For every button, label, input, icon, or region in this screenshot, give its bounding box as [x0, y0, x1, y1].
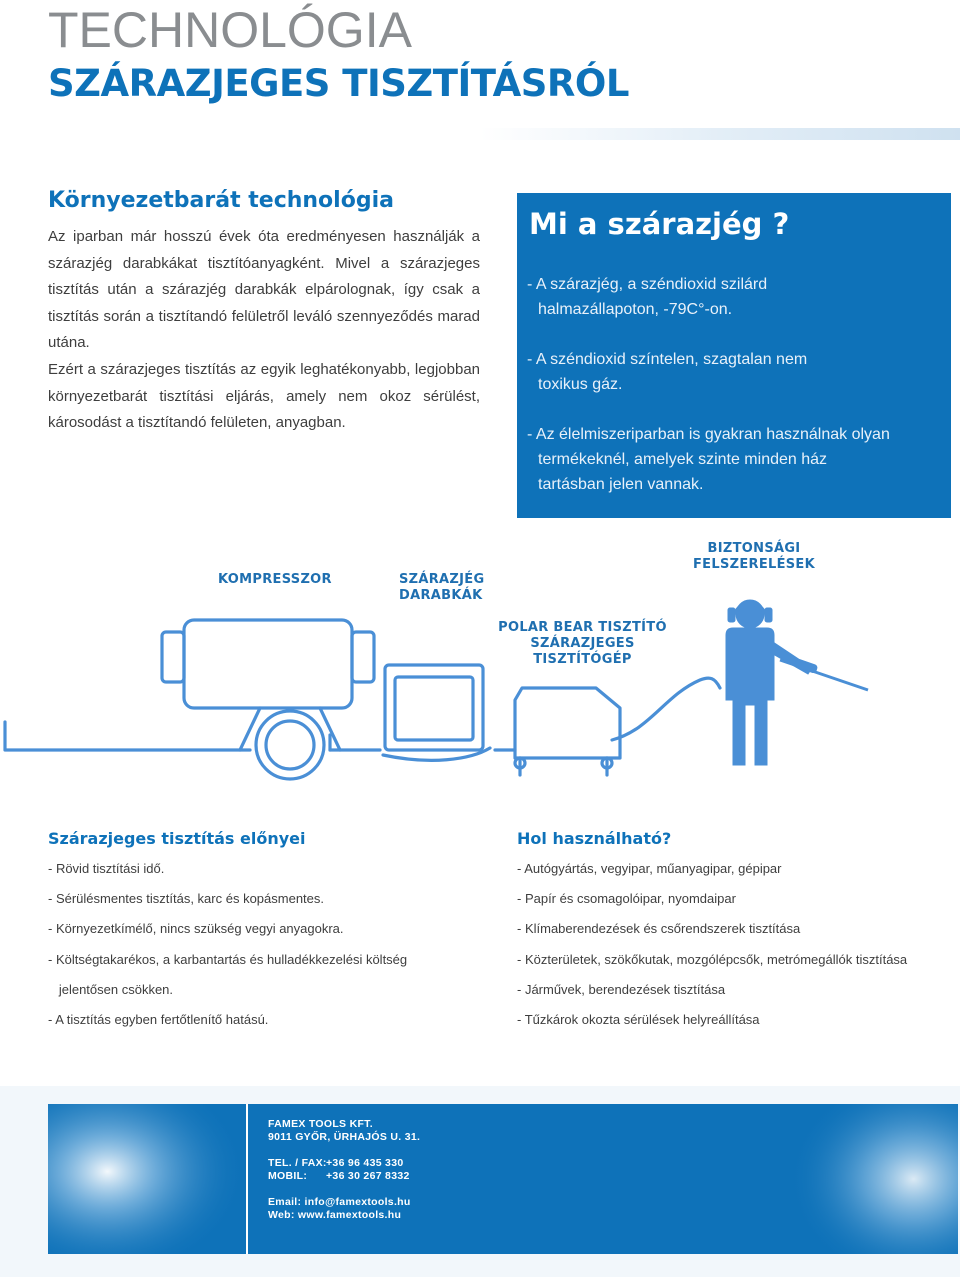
info-line: - A szárazjég, a széndioxid szilárd — [527, 276, 768, 293]
label-safety — [690, 541, 818, 573]
footer-divider — [246, 1104, 248, 1254]
intro-paragraph-1: Az iparban már hosszú évek óta eredményesen használják a szárazjég darabkákat tisztítóanyagként. Mivel a szárazjeges tisztítás után a szárazjég darabkák elpárolognak, így csak a tisztítás során a tisztítandó felületről leváló szennyeződés marad utána. — [48, 228, 480, 351]
label-line: SZÁRAZJÉG — [399, 572, 485, 587]
list-item: - Autógyártás, vegyipar, műanyagipar, gépipar — [517, 861, 782, 876]
usage-list — [517, 854, 907, 1035]
hose-line — [612, 678, 720, 740]
compressor-icon — [5, 620, 380, 779]
info-line: - A széndioxid színtelen, szagtalan nem — [527, 351, 808, 368]
list-item: - Klímaberendezések és csőrendszerek tisztítása — [517, 921, 801, 937]
label-line: SZÁRAZJEGES — [530, 636, 635, 651]
phone-row — [268, 1157, 420, 1170]
operator-figure-icon — [726, 600, 868, 765]
label-line: DARABKÁK — [399, 588, 483, 603]
label-line: TISZTÍTÓGÉP — [533, 652, 632, 667]
advantages-list — [48, 854, 407, 1035]
mobile-row — [268, 1170, 420, 1183]
company-address: 9011 GYŐR, ÜRHAJÓS U. 31. — [268, 1130, 421, 1143]
list-item: - Papír és csomagolóipar, nyomdaipar — [517, 891, 736, 907]
info-line: halmazállapoton, -79C°-on. — [538, 301, 733, 318]
cleaning-setup-illustration — [0, 590, 960, 790]
label-line: POLAR BEAR TISZTÍTÓ — [498, 620, 667, 635]
company-name: FAMEX TOOLS KFT. — [268, 1118, 373, 1130]
cleaning-machine-icon — [495, 688, 620, 775]
info-line: tartásban jelen vannak. — [538, 476, 704, 493]
label-compressor: KOMPRESSZOR — [218, 572, 332, 587]
email-link[interactable]: Email: info@famextools.hu — [268, 1196, 411, 1208]
info-box-title: Mi a szárazjég ? — [529, 207, 790, 241]
footer-ice-burst — [48, 1104, 246, 1254]
list-item: - Járművek, berendezések tisztítása — [517, 981, 726, 997]
list-item: - Költségtakarékos, a karbantartás és hulladékkezelési költség — [48, 951, 408, 967]
web-link[interactable]: Web: www.famextools.hu — [268, 1208, 402, 1221]
intro-paragraph-2: Ezért a szárazjeges tisztítás az egyik leghatékonyabb, legjobban környezetbarát tisztítási eljárás, amely nem okoz sérülést, károsodást a tisztítandó felületen, anyagban. — [48, 361, 480, 431]
list-item: - Környezetkímélő, nincs szükség vegyi anyagokra. — [48, 921, 344, 937]
list-item: - Tűzkárok okozta sérülések helyreállítása — [517, 1012, 760, 1028]
info-box-item — [527, 422, 937, 497]
list-item: - Sérülésmentes tisztítás, karc és kopásmentes. — [48, 891, 324, 907]
list-item: jelentősen csökken. — [48, 981, 174, 997]
footer-ice-burst-right — [780, 1104, 958, 1254]
mobile-number[interactable]: +36 30 267 8332 — [326, 1169, 410, 1182]
header-texture — [480, 118, 960, 148]
phone-number[interactable]: +36 96 435 330 — [326, 1157, 404, 1169]
info-line: termékeknél, amelyek szinte minden ház — [538, 451, 828, 468]
info-line: - Az élelmiszeriparban is gyakran használnak olyan — [527, 426, 890, 443]
list-item: - Közterületek, szökőkutak, mozgólépcsők, metrómegállók tisztítása — [517, 951, 908, 967]
footer-contact — [268, 1118, 420, 1221]
label-line: FELSZERELÉSEK — [693, 557, 815, 572]
info-box-item — [527, 347, 937, 397]
section-heading-environment: Környezetbarát technológia — [48, 188, 394, 213]
page-subtitle: SZÁRAZJEGES TISZTÍTÁSRÓL — [48, 62, 629, 105]
page-title: TECHNOLÓGIA — [48, 2, 412, 58]
list-item: - A tisztítás egyben fertőtlenítő hatású. — [48, 1012, 269, 1028]
dry-ice-info-box — [517, 193, 951, 518]
info-line: toxikus gáz. — [538, 376, 623, 393]
phone-label: TEL. / FAX: — [268, 1157, 327, 1169]
list-item: - Rövid tisztítási idő. — [48, 861, 165, 876]
section-heading-advantages: Szárazjeges tisztítás előnyei — [48, 829, 306, 848]
section-heading-usage: Hol használható? — [517, 829, 672, 848]
dry-ice-container-icon — [385, 665, 483, 750]
info-box-item — [527, 272, 937, 322]
mobile-label: MOBIL: — [268, 1169, 308, 1182]
label-line: BIZTONSÁGI — [707, 541, 801, 556]
